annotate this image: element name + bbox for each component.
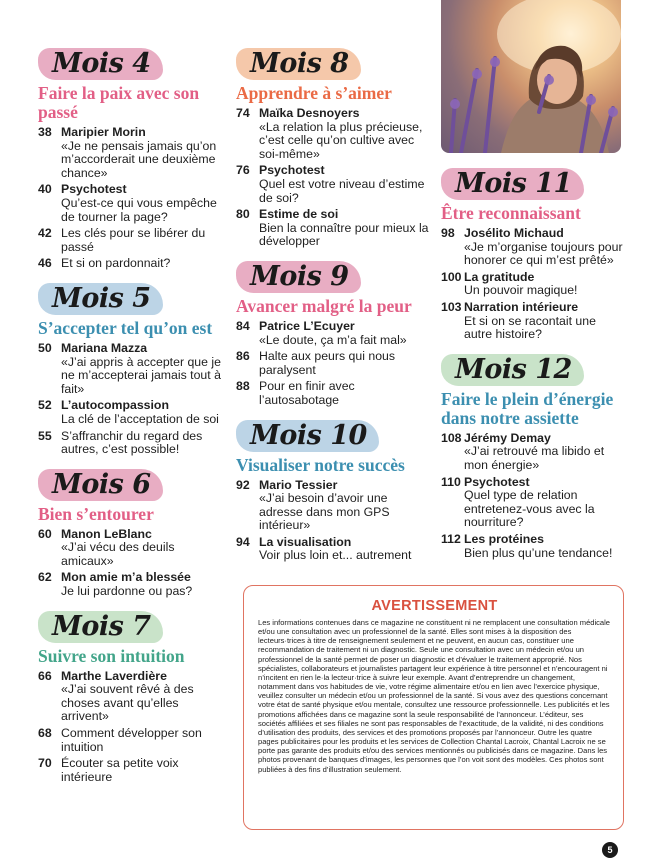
section-title: Bien s’entourer [38,503,154,524]
entry-page-number: 103 [441,299,462,314]
toc-entry[interactable] [38,399,223,426]
entry-name: Jérémy Demay [464,430,551,445]
month-badge [441,352,584,388]
entry-page-number: 50 [38,340,52,355]
entry-text: Et si on pardonnait? [61,256,171,271]
entry-body [61,342,223,396]
entry-page-number: 108 [441,430,462,445]
entry-name: Narration intérieure [464,299,579,314]
toc-entry[interactable] [441,432,626,473]
toc-entry[interactable] [236,320,432,347]
toc-entry[interactable] [38,126,223,180]
toc-entry[interactable] [38,183,223,224]
month-label: Mois 8 [250,48,349,79]
toc-entry[interactable] [38,670,223,724]
photo-illustration [441,0,621,153]
toc-entry[interactable] [38,430,223,457]
month-badge [38,609,163,645]
entry-page-number: 42 [38,226,52,241]
entry-body [464,301,626,342]
entry-page-number: 52 [38,398,52,413]
page-number: 5 [602,842,618,858]
toc-entry[interactable] [441,227,626,268]
entry-name: Psychotest [259,163,325,178]
month-badge [38,46,163,82]
entry-text: «La relation la plus précieuse, c’est celle qu’on cultive avec soi-même» [259,119,423,161]
entry-page-number: 94 [236,534,250,549]
entry-body [259,380,432,407]
entry-text: Comment développer son intuition [61,726,202,754]
entry-body [259,107,432,161]
section-title: Être reconnaissant [441,203,581,223]
entry-name: Maïka Desnoyers [259,106,360,120]
entry-name: L’autocompassion [61,398,169,413]
entry-text: «Je ne pensais jamais qu’on m’accorderait une deuxième chance» [61,138,217,180]
entry-text: «J’ai retrouvé ma libido et mon énergie» [464,444,605,472]
notice-title: AVERTISSEMENT [371,598,498,614]
entry-text: Et si on se racontait une autre histoire? [464,313,596,342]
entry-text: Je lui pardonne ou pas? [61,584,193,599]
toc-entry[interactable] [441,533,626,560]
entry-name: Josélito Michaud [464,226,564,240]
entry-text: Un pouvoir magique! [464,283,578,298]
month-badge [236,259,361,295]
entry-text: Quel est votre niveau d’estime de soi? [259,176,425,205]
entry-text: «J’ai souvent rêvé à des choses avant qu’elles arrivent» [61,682,194,724]
toc-entry[interactable] [38,757,223,784]
month-label: Mois 12 [455,353,572,385]
toc-entry[interactable] [38,342,223,396]
entry-body [259,320,432,347]
entry-text: «Je m’organise toujours pour honorer ce qui m’est prêté» [464,239,623,268]
entry-text: Halte aux peurs qui nous paralysent [259,349,396,377]
month-label: Mois 5 [52,282,151,314]
entry-body [61,757,223,784]
month-badge [38,281,163,317]
month-section [38,467,223,599]
entry-text: Qu’est-ce qui vous empêche de tourner la page? [61,195,217,224]
entry-body [61,227,223,254]
entry-name: Estime de soi [259,207,339,222]
month-badge [441,166,584,202]
column-middle [236,46,432,566]
entry-text: «J’ai besoin d’avoir une adresse dans mon GPS intérieur» [259,491,390,533]
section-title: Avancer malgré la peur [236,295,412,316]
entry-name: Maripier Morin [61,125,146,139]
entry-text: Bien la connaître pour mieux la développer [259,220,429,249]
entry-text: «J’ai appris à accepter que je ne m’accepterai jamais tout à fait» [61,354,221,396]
entry-body [464,533,626,560]
entry-text: Les clés pour se libérer du passé [61,226,206,254]
toc-entry[interactable] [236,380,432,407]
toc-entry[interactable] [236,350,432,377]
entry-body [259,536,432,563]
notice-body: Les informations contenues dans ce magazine ne constituent ni ne remplacent une consultation médicale et/ou une consultation avec un professionnel de la santé. Elles sont mises à la disposition des lecteurs·trices à titre de renseignement seulement et ne peuvent, en aucun cas, constituer une recommandation de traitement ni un diagnostic. Seule une consultation avec un médecin et/ou un professionnel de la santé permet de poser un diagnostic et d’évaluer le traitement approprié. Nos spécialistes, collaborateurs et journalistes partagent leur expérience à titre personnel et n’encouragent ni n’incitent en rien le·la lecteur·trice à suivre leur exemple. Avant d’entreprendre un changement, notamment dans vos habitudes de vie, votre régime alimentaire et/ou en lien avec l’exercice physique, veuillez consulter un médecin et/ou un professionnel de la santé. Si vous avez des questions concernant votre état de santé physique et/ou mentale, consultez une ressource professionnelle. Les publicités et les promotions affichées dans ce magazine sont la seule responsabilité de l’annonceur. L’éditeur, ses sociétés affiliées et ses filiales ne sont pas responsables de l’exactitude, de la validité, ni des conditions d’utilisation des produits, des services et des promotions proposés par l’annonceur. Outre les quatre pages publicitaires pour les produits et les services de Collection Chantal Lacroix, Chantal Lacroix ne se porte pas garante des produits et/ou des services mentionnés ou publicisés dans ce magazine. Dans les photos provenant de banques d’images, les personnes que l’on voit sont des modèles. Ces photos sont publiées à des fins d’illustration seulement. [258,618,610,774]
month-badge [38,467,163,503]
entry-page-number: 98 [441,226,455,240]
entry-body [61,670,223,724]
entry-page-number: 86 [236,349,250,364]
entry-name: Les protéines [464,531,544,546]
entry-page-number: 76 [236,163,250,178]
entry-page-number: 74 [236,106,250,120]
toc-entry[interactable] [236,107,432,161]
month-section [236,46,432,249]
month-label: Mois 4 [52,48,151,79]
section-title: Apprendre à s’aimer [236,83,392,103]
entry-name: Psychotest [61,182,127,197]
toc-entry[interactable] [236,479,432,533]
entry-page-number: 66 [38,668,52,683]
entry-name: La visualisation [259,534,352,549]
section-title: Visualiser notre succès [236,454,405,475]
month-section [38,46,223,271]
month-section [441,166,626,342]
entry-text: Quel type de relation entretenez-vous avec la nourriture? [464,488,595,530]
entry-name: Marthe Laverdière [61,668,167,683]
entry-name: Manon LeBlanc [61,526,152,541]
entry-body [61,528,223,569]
month-badge [236,46,361,82]
toc-entry[interactable] [38,227,223,254]
entry-page-number: 100 [441,269,462,284]
entry-body [61,257,223,271]
toc-entry[interactable] [38,257,223,271]
entry-page-number: 62 [38,570,52,585]
entry-body [61,430,223,457]
entry-page-number: 70 [38,756,52,771]
warning-notice [243,585,624,830]
section-title: Faire la paix avec son passé [38,83,200,122]
entry-text: «J’ai vécu des deuils amicaux» [61,540,175,568]
entry-page-number: 55 [38,428,52,443]
entry-text: «Le doute, ça m’a fait mal» [259,332,407,347]
toc-entry[interactable] [236,208,432,249]
entry-body [259,350,432,377]
entry-body [464,432,626,473]
entry-body [464,227,626,268]
entry-body [464,476,626,530]
month-section [38,609,223,785]
section-title: S’accepter tel qu’on est [38,317,213,338]
month-section [441,352,626,560]
toc-entry[interactable] [441,271,626,298]
entry-body [259,164,432,205]
month-label: Mois 11 [455,168,572,199]
entry-name: Mon amie m’a blessée [61,570,191,585]
entry-name: Psychotest [464,474,530,489]
toc-entry[interactable] [236,164,432,205]
section-title: Suivre son intuition [38,645,185,666]
section-title: Faire le plein d’énergie dans notre assiette [441,388,614,428]
month-label: Mois 7 [52,610,151,642]
entry-text: Écouter sa petite voix intérieure [61,756,179,784]
toc-entry[interactable] [236,536,432,563]
toc-entry[interactable] [38,727,223,754]
entry-text: S’affranchir du regard des autres, c’est possible! [61,428,203,457]
entry-body [259,208,432,249]
entry-name: La gratitude [464,269,535,284]
entry-page-number: 60 [38,526,52,541]
entry-text: Pour en finir avec l’autosabotage [259,379,355,407]
entry-page-number: 92 [236,477,250,492]
toc-entry[interactable] [441,301,626,342]
month-section [236,259,432,408]
entry-body [61,399,223,426]
month-label: Mois 9 [250,260,349,292]
month-section [236,418,432,564]
entry-name: Mariana Mazza [61,340,148,355]
entry-page-number: 80 [236,207,250,222]
entry-name: Mario Tessier [259,477,338,492]
entry-body [259,479,432,533]
month-badge [236,418,379,454]
entry-body [61,571,223,598]
lavender-woman-photo [441,0,621,153]
entry-page-number: 88 [236,379,250,394]
entry-text: Voir plus loin et... autrement [259,548,412,563]
column-right [441,166,626,563]
entry-body [61,183,223,224]
entry-page-number: 38 [38,125,52,139]
entry-body [61,727,223,754]
toc-entry[interactable] [38,528,223,569]
entry-name: Patrice L’Ecuyer [259,318,355,333]
entry-page-number: 84 [236,318,250,333]
column-left [38,46,223,787]
entry-page-number: 112 [441,531,461,546]
entry-page-number: 68 [38,726,52,741]
month-label: Mois 6 [52,468,151,500]
entry-page-number: 40 [38,182,52,197]
entry-text: Bien plus qu’une tendance! [464,545,613,560]
toc-entry[interactable] [441,476,626,530]
entry-body [464,271,626,298]
toc-entry[interactable] [38,571,223,598]
entry-text: La clé de l’acceptation de soi [61,411,219,426]
entry-page-number: 46 [38,256,52,271]
month-label: Mois 10 [250,419,367,451]
entry-page-number: 110 [441,474,461,489]
month-section [38,281,223,457]
entry-body [61,126,223,180]
